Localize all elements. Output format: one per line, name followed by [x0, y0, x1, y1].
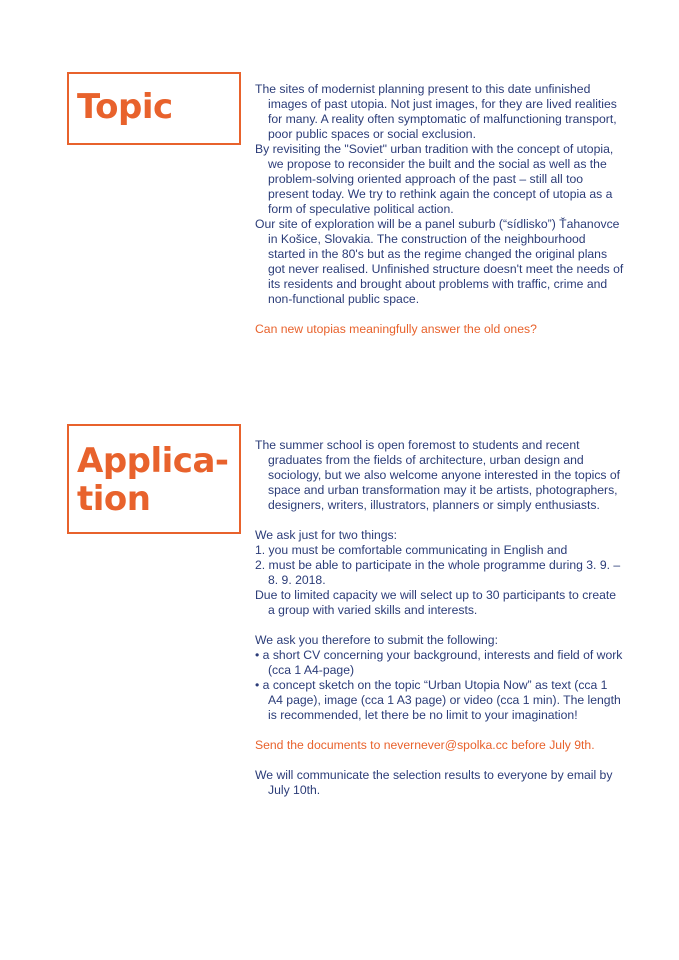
capacity-text: Due to limited capacity we will select up to 30 participants to create a group with varied skills and interests. [255, 588, 617, 617]
topic-paragraph-1: The sites of modernist planning present to this date unfinished images of past utopia. Not just images, for they are lived realities for many. A reality often symptomatic of malfunctioning transport, poor public spaces or social exclusion. [255, 82, 617, 141]
application-heading-box [67, 424, 241, 534]
application-text-column [255, 438, 625, 798]
send-documents-text: Send the documents to nevernever@spolka.cc before July 9th. [255, 738, 595, 752]
ask-title: We ask just for two things: [255, 528, 398, 542]
topic-question: Can new utopias meaningfully answer the old ones? [255, 322, 537, 336]
topic-paragraph-2: By revisiting the "Soviet" urban tradition with the concept of utopia, we propose to reconsider the built and the social as well as the problem-solving oriented approach of the past – still all too present today. We try to rethink again the concept of utopia as a form of speculative political action. [255, 142, 614, 216]
ask-item-2: 2. must be able to participate in the whole programme during 3. 9. – 8. 9. 2018. [255, 558, 621, 587]
topic-paragraph-3: Our site of exploration will be a panel suburb (“sídlisko”) Ťahanovce in Košice, Slovakia. The construction of the neighbourhood started in the 80's but as the regime changed the original plans got never realised. Unfinished structure doesn't meet the needs of its residents and brought about problems with traffic, crime and non-functional public space. [255, 217, 624, 306]
results-text: We will communicate the selection results to everyone by email by July 10th. [255, 768, 613, 797]
topic-heading: Topic [77, 87, 173, 127]
topic-text-column [255, 82, 625, 337]
submit-item-2: • a concept sketch on the topic “Urban Utopia Now” as text (cca 1 A4 page), image (cca 1 A3 page) or video (cca 1 min). The length is recommended, let there be no limit to your imagination! [255, 678, 621, 722]
application-heading-line1: Applica- [77, 441, 229, 481]
submit-title: We ask you therefore to submit the following: [255, 633, 498, 647]
submit-item-1: • a short CV concerning your background, interests and field of work (cca 1 A4-page) [255, 648, 623, 677]
ask-item-1: 1. you must be comfortable communicating in English and [255, 543, 568, 557]
application-intro: The summer school is open foremost to students and recent graduates from the fields of architecture, urban design and sociology, but we also welcome anyone interested in the topics of space and urban transformation may it be artists, photographers, designers, writers, illustrators, planners or simply enthusiasts. [255, 438, 621, 512]
topic-heading-box [67, 72, 241, 145]
application-heading-line2: tion [77, 479, 151, 519]
